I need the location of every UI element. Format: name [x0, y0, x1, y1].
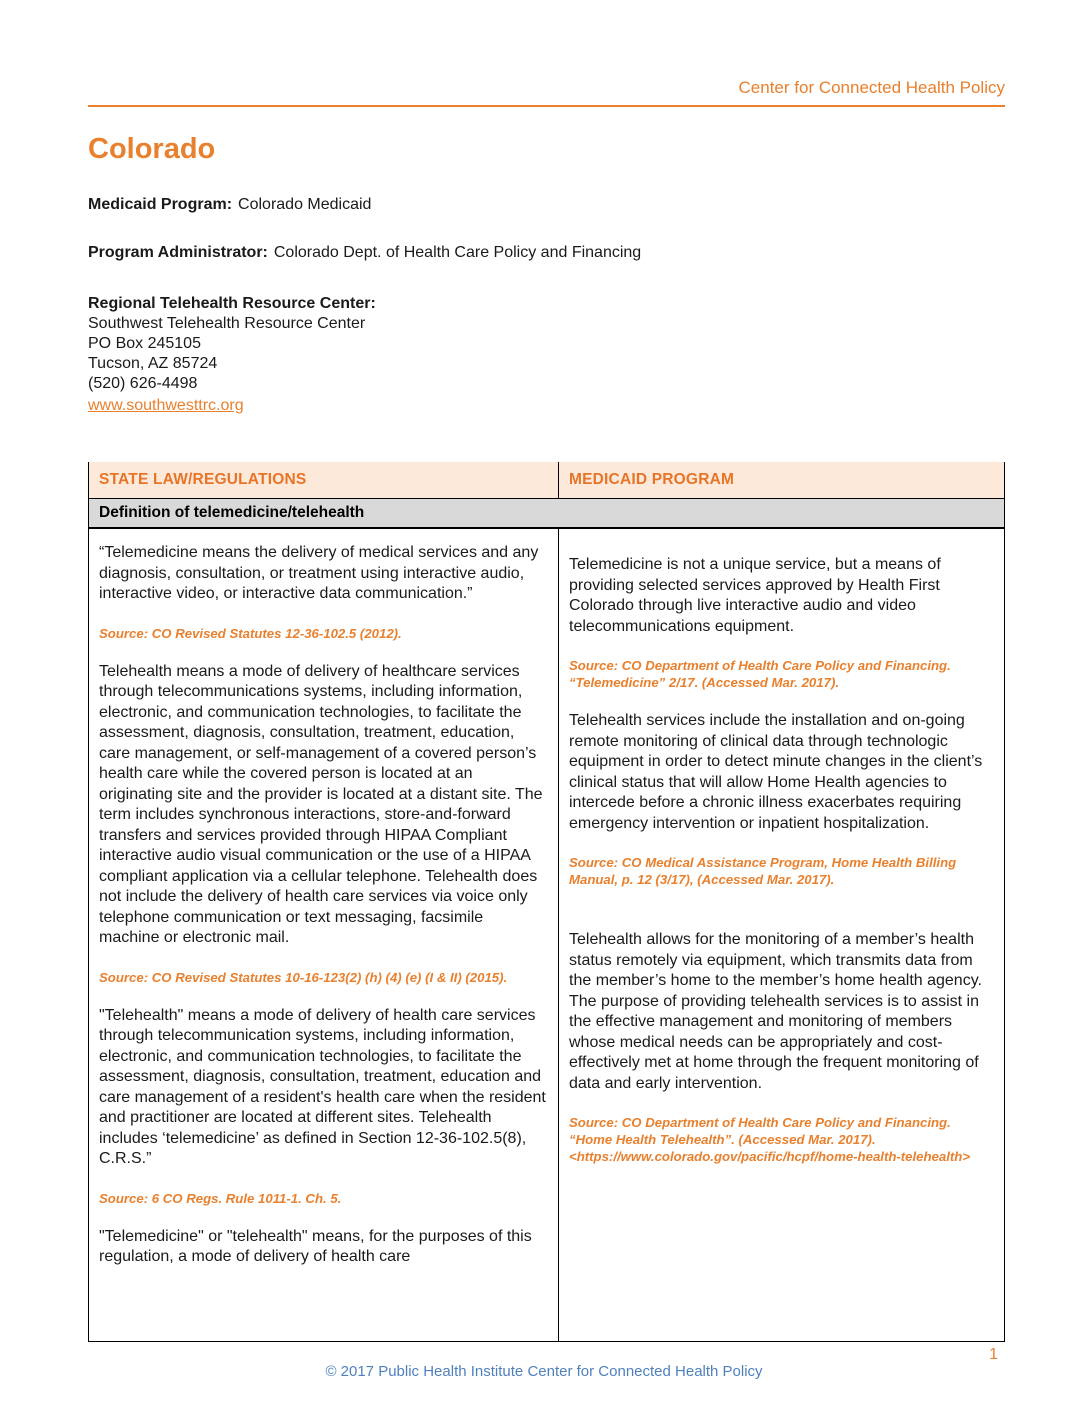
- state-law-source: Source: CO Revised Statutes 10-16-123(2) (h) (4) (e) (I & II) (2015).: [99, 969, 508, 985]
- state-law-source: Source: CO Revised Statutes 12-36-102.5 (2012).: [99, 625, 402, 641]
- resource-center-phone: (520) 626-4498: [88, 375, 198, 392]
- page-number: 1: [989, 1346, 998, 1363]
- state-law-paragraph: “Telemedicine means the delivery of medical services and any diagnosis, consultation, or treatment using interactive audio, interactive video, or interactive data communication.”: [99, 544, 539, 602]
- page-header: [88, 0, 1005, 98]
- medicaid-source: Source: CO Department of Health Care Policy and Financing. “Home Health Telehealth”. (Accessed Mar. 2017). <https://www.colorado.gov/pacific/hcpf/home-health-telehealth>: [569, 1115, 971, 1164]
- medicaid-source: Source: CO Department of Health Care Policy and Financing. “Telemedicine” 2/17. (Accessed Mar. 2017).: [569, 658, 951, 690]
- section-row-definition: Definition of telemedicine/telehealth: [89, 499, 1004, 529]
- resource-center-pobox: PO Box 245105: [88, 335, 201, 352]
- resource-center-city: Tucson, AZ 85724: [88, 355, 218, 372]
- medicaid-paragraph: Telehealth services include the installation and on-going remote monitoring of clinical data through technologic equipment in order to detect minute changes in the client’s clinical status that will allow Home Health agencies to intercede before a chronic illness exacerbates requiring emergency intervention or inpatient hospitalization.: [569, 712, 983, 832]
- header-divider: [88, 105, 1005, 107]
- table-header-row: [89, 462, 1004, 499]
- table-body-row: [89, 529, 1004, 1341]
- state-law-paragraph: "Telehealth" means a mode of delivery of health care services through telecommunication systems, including information, electronic, and communication technologies, to facilitate the assessment, diagnosis, consultation, treatment, education and care management of a resident's health care when the resident and practitioner are located at different sites. Telehealth includes ‘telemedicine’ as defined in Section 12-36-102.5(8), C.R.S.”: [99, 1006, 546, 1167]
- medicaid-program-label: Medicaid Program:: [88, 196, 233, 213]
- medicaid-program-cell: [559, 529, 1004, 1341]
- medicaid-program-value: Colorado Medicaid: [238, 196, 372, 213]
- resource-center-website-link[interactable]: www.southwesttrc.org: [88, 397, 244, 414]
- resource-center-block: [88, 294, 1005, 416]
- medicaid-program-line: [88, 196, 1005, 214]
- regulations-table: [88, 462, 1005, 1342]
- state-law-paragraph: Telehealth means a mode of delivery of healthcare services through telecommunications systems, including information, electronic, and communication technologies, to facilitate the assessment, diagnosis, consultation, treatment, education, care management, or self-management of a covered person’s health care while the covered person is located at an originating site and the provider is located at a distant site. The term includes synchronous interactions, store-and-forward transfers and services provided through HIPAA Compliant interactive audio visual communication or the use of a HIPAA compliant application via a cellular telephone. Telehealth does not include the delivery of health care services via voice only telephone communication or text messaging, facsimile machine or electronic mail.: [99, 662, 543, 946]
- medicaid-paragraph: Telemedicine is not a unique service, but a means of providing selected services approved by Health First Colorado through live interactive audio and video telecommunications equipment.: [569, 556, 941, 635]
- column-header-state-law: STATE LAW/REGULATIONS: [89, 462, 559, 498]
- program-administrator-line: [88, 244, 1005, 262]
- page-title: Colorado: [88, 133, 216, 165]
- column-header-medicaid-program: MEDICAID PROGRAM: [569, 471, 735, 488]
- state-law-source: Source: 6 CO Regs. Rule 1011-1. Ch. 5.: [99, 1190, 342, 1206]
- brand-text: Center for Connected Health Policy: [738, 78, 1005, 97]
- program-administrator-label: Program Administrator:: [88, 244, 268, 261]
- resource-center-label: Regional Telehealth Resource Center:: [88, 295, 376, 312]
- medicaid-source: Source: CO Medical Assistance Program, Home Health Billing Manual, p. 12 (3/17), (Accessed Mar. 2017).: [569, 855, 957, 887]
- footer-copyright: © 2017 Public Health Institute Center for Connected Health Policy: [325, 1363, 763, 1380]
- state-law-paragraph: "Telemedicine" or "telehealth" means, for the purposes of this regulation, a mode of delivery of health care: [99, 1227, 532, 1265]
- medicaid-paragraph: Telehealth allows for the monitoring of a member’s health status remotely via equipment, which transmits data from the member’s home to the member’s home health agency. The purpose of providing telehealth services is to assist in the effective management and monitoring of members whose medical needs can be appropriately and cost-effectively met at home through the frequent monitoring of data and early intervention.: [569, 931, 982, 1092]
- resource-center-name: Southwest Telehealth Resource Center: [88, 315, 366, 332]
- state-law-cell: [89, 529, 559, 1341]
- program-administrator-value: Colorado Dept. of Health Care Policy and Financing: [273, 244, 642, 261]
